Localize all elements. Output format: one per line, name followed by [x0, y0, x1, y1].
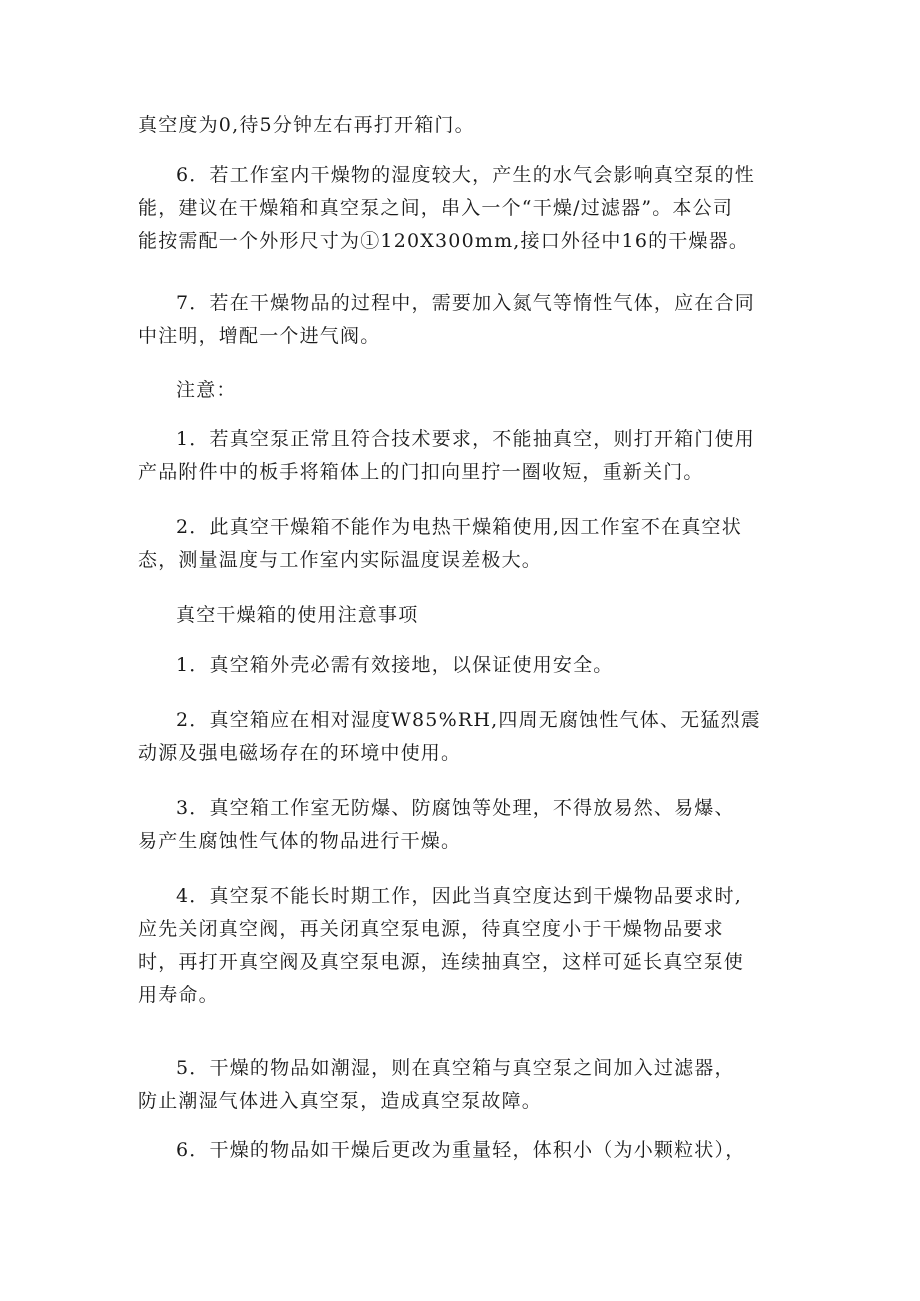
text-line: 中注明，增配一个进气阀。 — [138, 325, 381, 347]
text-line: 防止潮湿气体进入真空泵，造成真空泵故障。 — [138, 1090, 543, 1112]
text-line: 真空干燥箱的使用注意事项 — [176, 604, 419, 626]
text-line: 易产生腐蚀性气体的物品进行干燥。 — [138, 830, 462, 852]
paragraph-usage-1 — [138, 649, 818, 682]
paragraph-usage-4 — [138, 880, 818, 1012]
paragraph-usage-5 — [138, 1052, 818, 1118]
text-line: 真空度为0,待5分钟左右再打开箱门。 — [138, 114, 475, 136]
paragraph-notice-1 — [138, 423, 818, 489]
text-line: 能按需配一个外形尺寸为①120X300mm,接口外径中16的干燥器。 — [138, 230, 750, 252]
text-line: 态，测量温度与工作室内实际温度误差极大。 — [138, 549, 543, 571]
text-line: 动源及强电磁场存在的环境中使用。 — [138, 742, 462, 764]
text-line: 7．若在干燥物品的过程中，需要加入氮气等惰性气体，应在合同 — [176, 292, 755, 314]
text-line: 用寿命。 — [138, 984, 219, 1006]
paragraph-usage-2 — [138, 704, 818, 770]
paragraph-continuation — [138, 109, 818, 142]
text-line: 2．真空箱应在相对湿度W85%RH,四周无腐蚀性气体、无猛烈震 — [176, 709, 761, 731]
paragraph-item-6-filter — [138, 159, 818, 258]
text-line: 5．干燥的物品如潮湿，则在真空箱与真空泵之间加入过滤器， — [176, 1057, 735, 1079]
text-line: 时，再打开真空阀及真空泵电源，连续抽真空，这样可延长真空泵使 — [138, 951, 745, 973]
text-line: 6．若工作室内干燥物的湿度较大，产生的水气会影响真空泵的性 — [176, 164, 755, 186]
text-line: 6．干燥的物品如干燥后更改为重量轻，体积小（为小颗粒状）， — [176, 1139, 746, 1161]
text-line: 产品附件中的板手将箱体上的门扣向里拧一圈收短，重新关门。 — [138, 461, 704, 483]
paragraph-usage-6 — [138, 1134, 818, 1167]
text-line: 注意： — [176, 379, 237, 401]
text-line: 4．真空泵不能长时期工作，因此当真空度达到干燥物品要求时, — [176, 885, 742, 907]
text-line: 1．真空箱外壳必需有效接地，以保证使用安全。 — [176, 654, 614, 676]
section-heading — [138, 599, 818, 632]
heading-notice — [138, 374, 818, 407]
text-line: 1．若真空泵正常且符合技术要求，不能抽真空，则打开箱门使用 — [176, 428, 755, 450]
text-line: 2．此真空干燥箱不能作为电热干燥箱使用,因工作室不在真空状 — [176, 516, 742, 538]
text-line: 3．真空箱工作室无防爆、防腐蚀等处理，不得放易然、易爆、 — [176, 797, 735, 819]
paragraph-notice-2 — [138, 511, 818, 577]
text-line: 能，建议在干燥箱和真空泵之间，串入一个“干燥/过滤器”。本公司 — [138, 197, 734, 219]
text-line: 应先关闭真空阀，再关闭真空泵电源，待真空度小于干燥物品要求 — [138, 918, 724, 940]
paragraph-usage-3 — [138, 792, 818, 858]
paragraph-item-7-inert-gas — [138, 287, 818, 353]
